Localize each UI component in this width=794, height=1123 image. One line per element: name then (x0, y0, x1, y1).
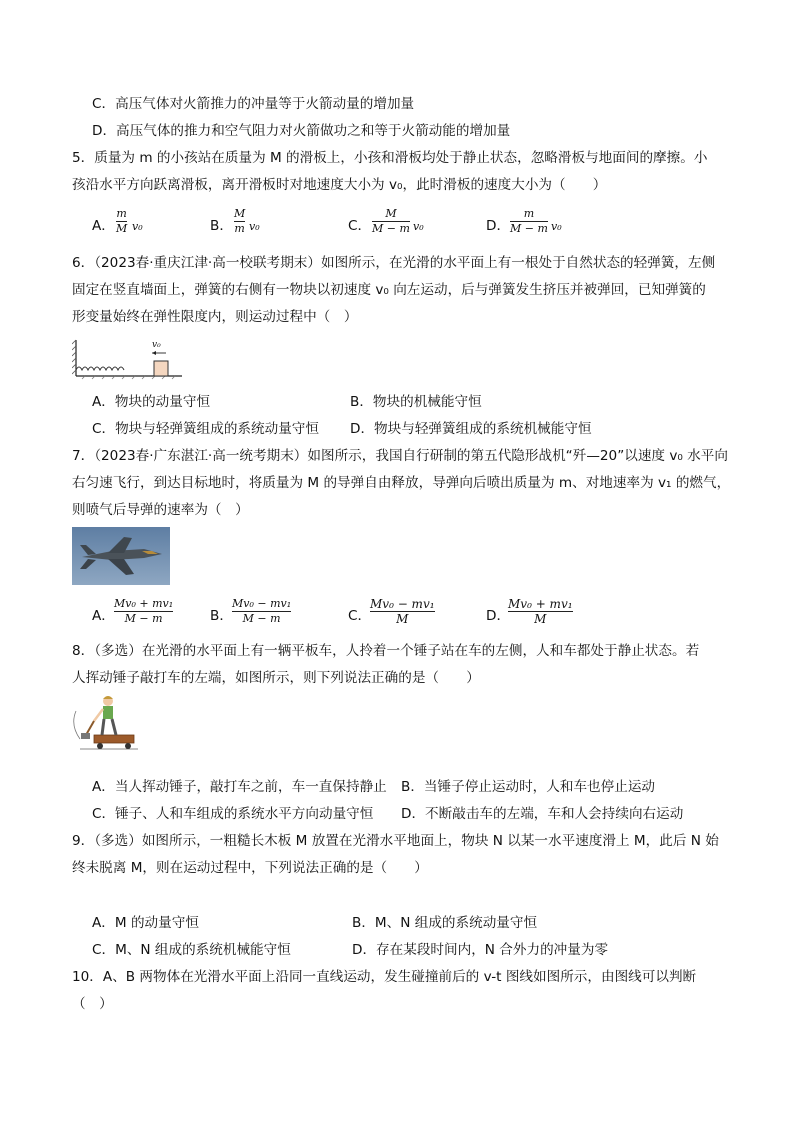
hammer-cart-illustration (72, 691, 140, 753)
q6-option-d: D．物块与轻弹簧组成的系统机械能守恒 (350, 421, 592, 437)
q9-option-d: D．存在某段时间内，N 合外力的冲量为零 (352, 942, 609, 958)
q5-option-a-fraction (116, 208, 127, 235)
fraction-numerator: M (385, 207, 397, 220)
q5-option-b-tail: v₀ (249, 220, 260, 233)
q8-stem-line2: 人挥动锤子敲打车的左端，如图所示，则下列说法正确的是（ ） (72, 670, 480, 686)
q8-stem-line1: 8．（多选）在光滑的水平面上有一辆平板车，人拎着一个锤子站在车的左侧，人和车都处于静止状态。若 (72, 643, 700, 659)
fraction-numerator: M (234, 207, 246, 220)
q8-option-d: D．不断敲击车的左端，车和人会持续向右运动 (401, 806, 684, 822)
q5-option-c-tail: v₀ (413, 220, 424, 233)
q7-option-a-fraction (114, 598, 173, 625)
fraction-denominator: M − m (372, 222, 410, 235)
q10-stem-line2: （ ） (72, 996, 113, 1012)
fraction-denominator: m (234, 222, 245, 235)
q4-option-d: D．高压气体的推力和空气阻力对火箭做功之和等于火箭动能的增加量 (92, 123, 511, 139)
fraction-denominator: M − m (510, 222, 548, 235)
fraction-denominator: M (116, 222, 128, 235)
q7-stem-line1: 7．（2023春·广东湛江·高一统考期末）如图所示，我国自行研制的第五代隐形战机“歼—20”以速度 v₀ 水平向 (72, 448, 728, 464)
q5-option-a-label: A． (92, 218, 115, 234)
q8-option-b: B．当锤子停止运动时，人和车也停止运动 (401, 779, 656, 795)
q7-stem-line2: 右匀速飞行，到达目标地时，将质量为 M 的导弹自由释放，导弹向后喷出质量为 m、对地速率为 v₁ 的燃气， (72, 475, 731, 491)
q4-option-c: C．高压气体对火箭推力的冲量等于火箭动量的增加量 (92, 96, 415, 112)
q8-option-a: A．当人挥动锤子，敲打车之前，车一直保持静止 (92, 779, 387, 795)
q5-stem-line1: 5．质量为 m 的小孩站在质量为 M 的滑板上，小孩和滑板均处于静止状态，忽略滑板与地面间的摩擦。小 (72, 150, 708, 166)
q6-option-b: B．物块的机械能守恒 (350, 394, 482, 410)
fraction-denominator: M − m (242, 612, 281, 625)
q8-option-c: C．锤子、人和车组成的系统水平方向动量守恒 (92, 806, 374, 822)
q6-option-a: A．物块的动量守恒 (92, 394, 211, 410)
q7-stem-line3: 则喷气后导弹的速率为（ ） (72, 502, 249, 518)
fighter-jet-photo (72, 527, 170, 585)
q5-option-c-label: C． (348, 218, 372, 234)
q6-option-c: C．物块与轻弹簧组成的系统动量守恒 (92, 421, 319, 437)
q7-option-b-label: B． (210, 608, 233, 624)
fraction-denominator: M − m (124, 612, 163, 625)
q7-option-c-fraction (370, 598, 435, 625)
q7-option-a-label: A． (92, 608, 115, 624)
q6-stem-line1: 6．（2023春·重庆江津·高一校联考期末）如图所示，在光滑的水平面上有一根处于自然状态的轻弹簧，左侧 (72, 255, 716, 271)
q9-stem-line1: 9．（多选）如图所示，一粗糙长木板 M 放置在光滑水平地面上，物块 N 以某一水平速度滑上 M，此后 N 始 (72, 833, 719, 849)
spring-block-svg (72, 336, 184, 380)
q5-stem-line2: 孩沿水平方向跃离滑板，离开滑板时对地速度大小为 v₀，此时滑板的速度大小为（ ） (72, 177, 607, 193)
q9-stem-line2: 终未脱离 M，则在运动过程中，下列说法正确的是（ ） (72, 860, 428, 876)
q9-option-c: C．M、N 组成的系统机械能守恒 (92, 942, 291, 958)
q5-option-d-fraction (510, 208, 548, 235)
q6-stem-line3: 形变量始终在弹性限度内，则运动过程中（ ） (72, 309, 358, 325)
q7-option-c-label: C． (348, 608, 372, 624)
q5-option-b-fraction (234, 208, 245, 235)
q5-option-c-fraction (372, 208, 410, 235)
q5-option-d-label: D． (486, 218, 511, 234)
fraction-denominator: M (396, 612, 409, 626)
spring-block-diagram (72, 336, 184, 380)
q5-option-d-tail: v₀ (551, 220, 562, 233)
q7-option-b-fraction (232, 598, 291, 625)
q5-option-a-tail: v₀ (132, 220, 143, 233)
q5-option-b-label: B． (210, 218, 233, 234)
fraction-numerator: Mv₀ − mv₁ (370, 597, 435, 611)
q7-option-d-label: D． (486, 608, 511, 624)
fraction-numerator: Mv₀ + mv₁ (508, 597, 573, 611)
fraction-numerator: Mv₀ + mv₁ (114, 597, 174, 610)
fraction-numerator: m (116, 207, 127, 220)
q10-stem-line1: 10．A、B 两物体在光滑水平面上沿同一直线运动，发生碰撞前后的 v-t 图线如图所示，由图线可以判断 (72, 969, 697, 985)
fraction-numerator: Mv₀ − mv₁ (232, 597, 292, 610)
fighter-jet-svg (72, 527, 170, 585)
velocity-label: v₀ (152, 340, 161, 350)
fraction-denominator: M (534, 612, 547, 626)
q7-option-d-fraction (508, 598, 573, 625)
hammer-cart-svg (72, 691, 140, 753)
fraction-numerator: m (523, 207, 535, 220)
q9-option-b: B．M、N 组成的系统动量守恒 (352, 915, 538, 931)
q6-stem-line2: 固定在竖直墙面上，弹簧的右侧有一物块以初速度 v₀ 向左运动，后与弹簧发生挤压并被弹回，已知弹簧的 (72, 282, 706, 298)
q9-option-a: A．M 的动量守恒 (92, 915, 199, 931)
